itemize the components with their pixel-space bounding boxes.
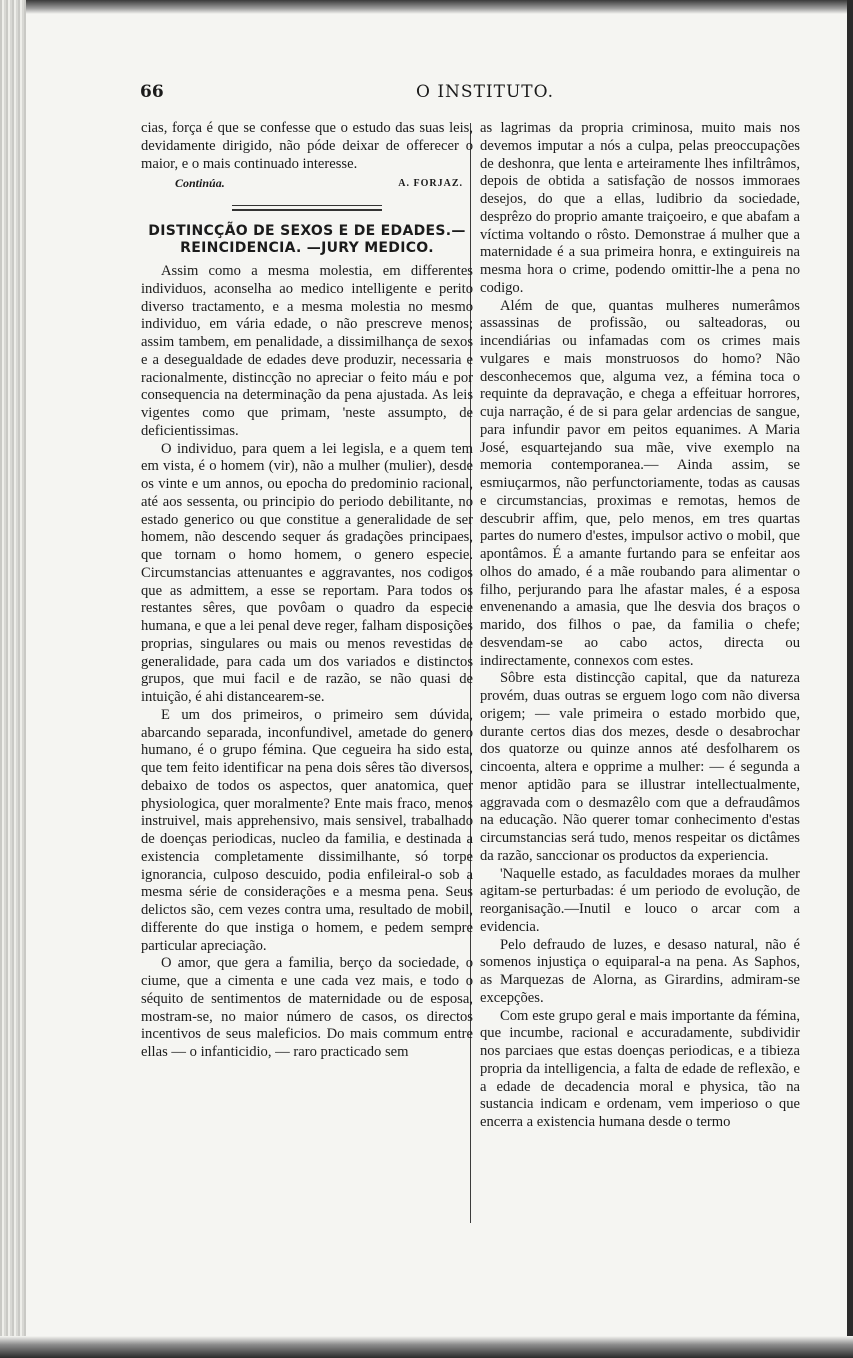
article-signature <box>141 175 473 193</box>
author-name: A. FORJAZ. <box>398 178 463 190</box>
page-number: 66 <box>140 82 164 102</box>
paragraph-5: Além de que, quantas mulheres numerâmos assassinas de profissão, ou salteadoras, ou incendiárias ou infamadas com os crimes mais vulgares e mais monstruosos do homo? Não desconhecemos que, alguma vez, a fémina toca o requinte da depravação, e chega a effeituar horrores, cuja narração, é de si para gelar ardencias de sangue, para infundir pavor em peitos equanimes. A Maria José, esquartejando sua mãe, vive exemplo na memoria contemporanea.— Ainda assim, se esmiuçarmos, não perfunctoriamente, todas as causas e circumstancias, proximas e remotas, hemos de descubrir affim, que, pelo menos, em tres quartas partes do numero d'estes, impulsor activo o mobil, que apontâmos. É a amante furtando para se enfeitar aos olhos do amado, é a mãe roubando para alimentar o filho, perjurando para lhe afastar males, é a esposa envenenando a amasia, que lhe desvia dos braços o marido, dos filhos o pae, da familia o chefe; desvendam-se ao cabo actos, directa ou indirectamente, connexos com estes. <box>480 297 800 669</box>
paragraph-3: E um dos primeiros, o primeiro sem dúvida, abarcando separada, inconfundivel, ametade do genero humano, é o grupo fémina. Que cegueira ha sido esta, que tem feito identificar na pena dois sêres tão diversos, debaixo de todos os aspectos, quer anatomica, quer physiologica, quer moralmente? Ente mais fraco, menos instruivel, mais apprehensivo, mais sensivel, trabalhado de doenças periodicas, nucleo da familia, e destinada a existencia completamente dissimilhante, só torpe ignorancia, culposo descuido, podia enfileiral-o sob a mesma série de considerações e a mesma pena. Seus delictos são, cem vezes contra uma, resultado de mobil, differente do que instiga o homem, e pedem sempre particular apreciação. <box>141 706 473 954</box>
paragraph-8: Pelo defraudo de luzes, e desaso natural, não é somenos injustiça o equiparal-a na pena. As Saphos, as Marquezas de Alorna, as Girardins, admiram-se excepções. <box>480 936 800 1006</box>
paragraph-9: Com este grupo geral e mais importante da fémina, que incumbe, racional e accuradamente, subdividir nos parciaes que estas doenças periodicas, e a tibieza propria da intelligencia, a falta de edade de reflexão, e a edade de decadencia moral e physica, tão na sustancia indicam e ordenam, vem imperioso o que encerra a existencia humana desde o termo <box>480 1007 800 1130</box>
running-title: O INSTITUTO. <box>416 82 554 102</box>
paragraph-6: Sôbre esta distincção capital, que da natureza provém, duas outras se erguem logo com não diversa origem; — vale primeira o estado morbido que, durante certos dias dos mezes, desde o desabrochar dos quatorze ou quinze annos até desfolharem os cincoenta, altera e opprime a mulher: — é segunda a menor aptidão para se illustrar intellectualmente, aggravada com o desmazêlo com que a defraudâmos na educação. Não querer tomar conhecimento d'estas circumstancias será tudo, menos respeitar os dictâmes da razão, sanccionar os productos da experiencia. <box>480 670 800 864</box>
page-header <box>140 82 830 108</box>
section-separator <box>232 205 382 211</box>
right-column <box>480 120 800 1132</box>
paragraph-7: 'Naquelle estado, as faculdades moraes da mulher agitam-se perturbadas: é um periodo de evolução, de reorganisação.—Inutil e louco o arcar com a evidencia. <box>480 865 800 935</box>
paragraph-2: O individuo, para quem a lei legisla, e a quem tem em vista, é o homem (vir), não a mulher (mulier), desde os vinte e um annos, ou epocha do predominio racional, até aos sessenta, ou principio do periodo debilitante, no estado generico ou que constitue a generalidade de ser homem, não descendo sequer ás gradações principaes, que tornam o homo homem, o genero especie. Circumstancias attenuantes e aggravantes, nos codigos que as admittem, a esse se reportam. Para todos os restantes sêres, que povôam o quadro da especie humana, e que a lei penal deve reger, falham disposições proprias, singulares ou mais ou menos revestidas de generalidade, para cada um dos variados e distinctos grupos, que mui facil e de razão, se não quasi de intuição, é ahi distancearem-se. <box>141 440 473 705</box>
article-title-line-2: REINCIDENCIA. —JURY MEDICO. <box>180 240 434 256</box>
left-column <box>141 120 473 1062</box>
article-title <box>141 223 473 257</box>
scan-right-edge <box>847 0 853 1358</box>
book-binding-edge <box>0 0 26 1358</box>
continued-paragraph-right: as lagrimas da propria criminosa, muito mais nos devemos imputar a nós a culpa, pelas preoccupações de deshonra, que lenta e arteiramente lhes infiltrâmos, depois de obtida a satisfação de nossos immoraes desejos, do que a ellas, ludibrio da sociedade, desprêzo do proprio amante traiçoeiro, e que abafam a víctima voltando o rôsto. Demonstrae á mulher que a maternidade é a sua primeira honra, e extinguireis na mesma hora o crime, podendo omittir-lhe a pena no codigo. <box>480 120 800 296</box>
paragraph-4: O amor, que gera a familia, berço da sociedade, o ciume, que a cimenta e une cada vez mais, e todo o séquito de sentimentos de maternidade ou de esposa, mostram-se, no maior número de casos, os directos incentivos de seus maleficios. Do mais commum entre ellas — o infanticidio, — raro practicado sem <box>141 955 473 1060</box>
continua-note: Continúa. <box>175 176 225 191</box>
scan-top-edge <box>0 0 853 14</box>
continued-paragraph: cias, força é que se confesse que o estudo das suas leis, devidamente dirigido, não póde deixar de offerecer o maior, e o mais continuado interesse. <box>141 120 473 172</box>
scan-bottom-edge <box>0 1336 853 1358</box>
paragraph-1: Assim como a mesma molestia, em differentes individuos, aconselha ao medico intelligente e perito diverso tractamento, e a mesma molestia no mesmo individuo, em vária edade, o não prescreve menos; assim tambem, em penalidade, a dissimilhança de sexos e a desegualdade de edades deve produzir, necessaria e racionalmente, distincção no apreciar o feito máu e por consequencia na determinação da pena ajustada. As leis vigentes como que primam, 'neste assumpto, de deficientissimas. <box>141 263 473 439</box>
article-title-line-1: DISTINCÇÃO DE SEXOS E DE EDADES.— <box>148 223 466 239</box>
